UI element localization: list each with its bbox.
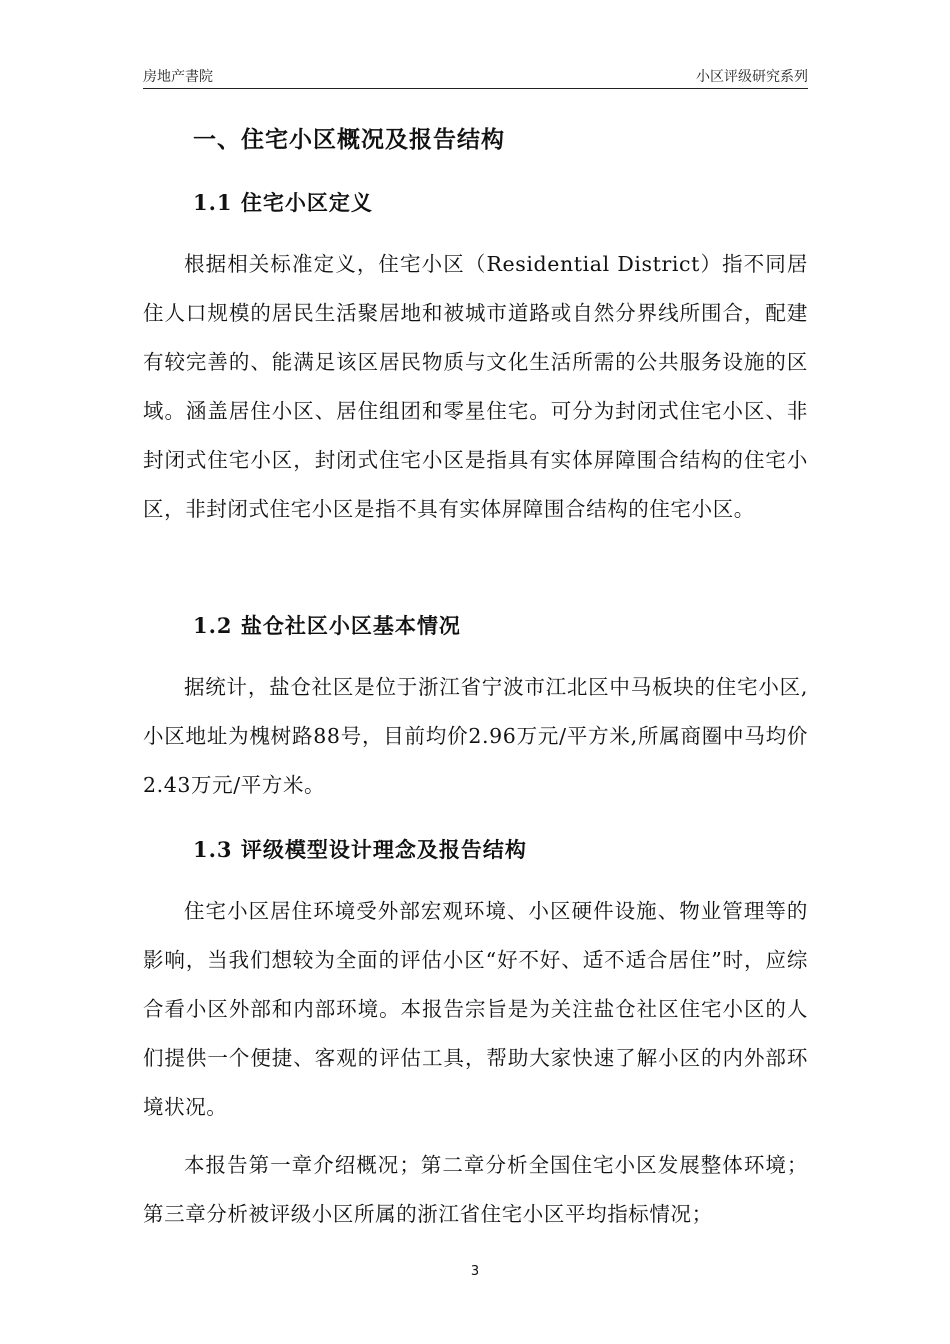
subsection-title-1-3: 1.3 评级模型设计理念及报告结构 xyxy=(193,837,527,862)
paragraph-report-structure: 本报告第一章介绍概况；第二章分析全国住宅小区发展整体环境；第三章分析被评级小区所属的浙江省住宅小区平均指标情况； xyxy=(143,1153,808,1226)
header-series-title: 小区评级研究系列 xyxy=(696,69,808,85)
subsection-title-1-2: 1.2 盐仓社区小区基本情况 xyxy=(193,613,461,638)
header-publisher: 房地产書院 xyxy=(143,69,213,85)
page-number: 3 xyxy=(470,1264,480,1279)
page-header xyxy=(143,66,808,89)
subsection-title-1-1: 1.1 住宅小区定义 xyxy=(193,190,373,215)
paragraph-community-info: 据统计，盐仓社区是位于浙江省宁波市江北区中马板块的住宅小区,小区地址为槐树路88号，目前均价2.96万元/平方米,所属商圈中马均价2.43万元/平方米。 xyxy=(143,675,808,797)
paragraph-model-concept: 住宅小区居住环境受外部宏观环境、小区硬件设施、物业管理等的影响，当我们想较为全面的评估小区“好不好、适不适合居住”时，应综合看小区外部和内部环境。本报告宗旨是为关注盐仓社区住宅小区的人们提供一个便捷、客观的评估工具，帮助大家快速了解小区的内外部环境状况。 xyxy=(143,899,808,1119)
section-title: 一、住宅小区概况及报告结构 xyxy=(193,126,505,153)
paragraph-definition: 根据相关标准定义，住宅小区（Residential District）指不同居住人口规模的居民生活聚居地和被城市道路或自然分界线所围合，配建有较完善的、能满足该区居民物质与文化生活所需的公共服务设施的区域。涵盖居住小区、居住组团和零星住宅。可分为封闭式住宅小区、非封闭式住宅小区，封闭式住宅小区是指具有实体屏障围合结构的住宅小区，非封闭式住宅小区是指不具有实体屏障围合结构的住宅小区。 xyxy=(143,252,808,521)
